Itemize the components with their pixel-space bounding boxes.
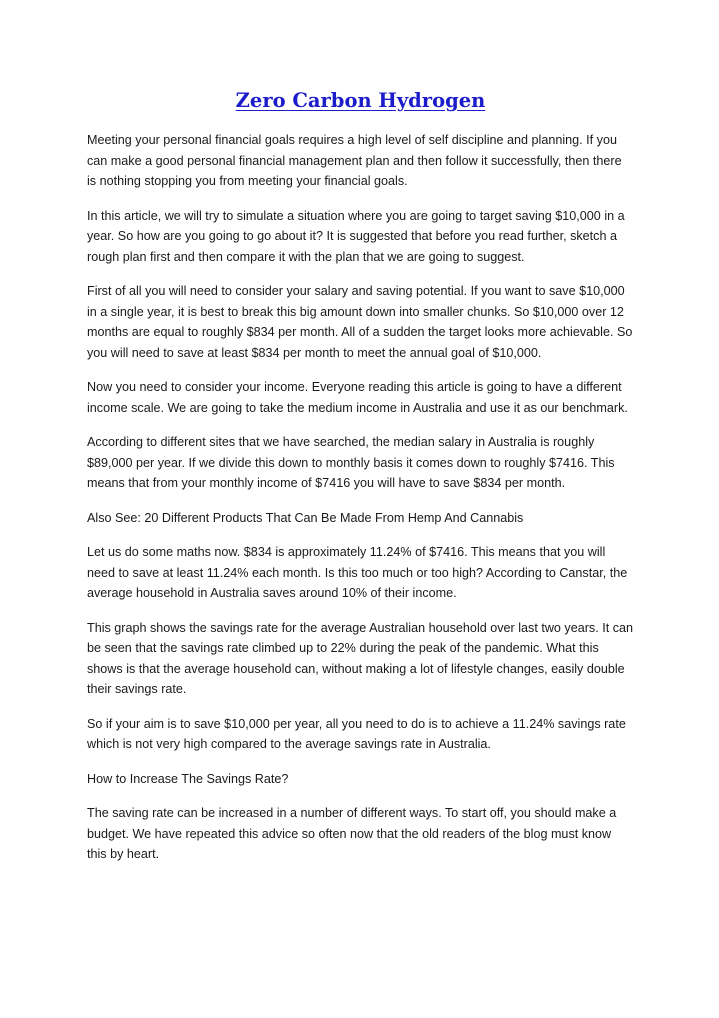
paragraph-also-see: Also See: 20 Different Products That Can Be Made From Hemp And Cannabis xyxy=(87,510,524,525)
paragraph-median-salary: According to different sites that we have searched, the median salary in Australia is roughly $89,000 per year. If we divide this down to monthly basis it comes down to roughly $7416. This means that from your monthly income of $7416 you will have to save $834 per month. xyxy=(87,435,615,490)
paragraph-maths: Let us do some maths now. $834 is approximately 11.24% of $7416. This means that you will need to save at least 11.24% each month. Is this too much or too high? According to Canstar, the average household in Australia saves around 10% of their income. xyxy=(87,545,628,600)
paragraph-simulation: In this article, we will try to simulate a situation where you are going to target saving $10,000 in a year. So how are you going to go about it? It is suggested that before you read further, sketch a rough plan first and then compare it with the plan that we are going to suggest. xyxy=(87,208,625,264)
paragraph-budget: The saving rate can be increased in a number of different ways. To start off, you should make a budget. We have repeated this advice so often now that the old readers of the blog must know this by heart. xyxy=(87,806,617,861)
paragraph-salary: First of all you will need to consider your salary and saving potential. If you want to save $10,000 in a single year, it is best to break this big amount down into smaller chunks. So $10,000 over 12 months are equal to roughly $834 per month. All of a sudden the target looks more achievable. So you will need to save at least $834 per month to meet the annual goal of $10,000. xyxy=(87,284,633,360)
section-heading: How to Increase The Savings Rate? xyxy=(87,771,289,786)
paragraph-aim: So if your aim is to save $10,000 per year, all you need to do is to achieve a 11.24% savings rate which is not very high compared to the average savings rate in Australia. xyxy=(87,716,626,751)
document-title: Zero Carbon Hydrogen xyxy=(235,89,486,112)
paragraph-income: Now you need to consider your income. Everyone reading this article is going to have a different income scale. We are going to take the medium income in Australia and use it as our benchmark. xyxy=(87,380,628,415)
paragraph-graph: This graph shows the savings rate for the average Australian household over last two years. It can be seen that the savings rate climbed up to 22% during the peak of the pandemic. What this shows is that the average household can, without making a lot of lifestyle changes, easily double their savings rate. xyxy=(87,620,634,696)
paragraph-intro: Meeting your personal financial goals requires a high level of self discipline and planning. If you can make a good personal financial management plan and then follow it successfully, then there is nothing stopping you from meeting your financial goals. xyxy=(87,133,622,188)
